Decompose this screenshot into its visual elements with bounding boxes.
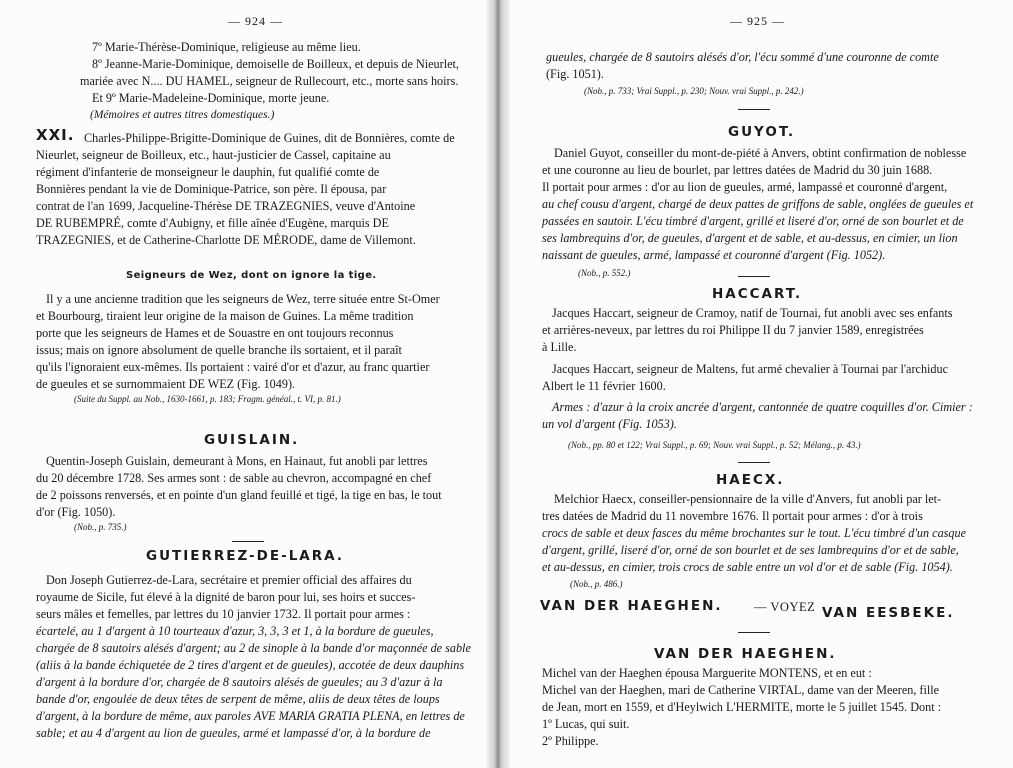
text-line: et une couronne au lieu de bourlet, par lettres datées de Madrid du 30 juin 1688.	[542, 163, 933, 177]
section-heading: GUTIERREZ-DE-LARA.	[146, 548, 344, 564]
text-line: issus; mais on ignore absolument de quelle branche ils sortaient, et il paraît	[36, 343, 402, 357]
text-line: 7º Marie-Thérèse-Dominique, religieuse au même lieu.	[92, 40, 361, 54]
text-line: tres datées de Madrid du 11 novembre 1676. Il portait pour armes : d'or à trois	[542, 509, 923, 523]
text-line: crocs de sable et deux fasces du même brochantes sur le tout. L'écu timbré d'un casque	[542, 526, 967, 540]
text-line: Nieurlet, seigneur de Boilleux, etc., haut-justicier de Cassel, capitaine au	[36, 148, 391, 162]
text-line: Melchior Haecx, conseiller-pensionnaire de la ville d'Anvers, fut anobli par let-	[554, 492, 942, 506]
section-heading: HAECX.	[716, 472, 785, 488]
text-line: Don Joseph Gutierrez-de-Lara, secrétaire et premier official des affaires du	[46, 573, 412, 587]
text-line: TRAZEGNIES, et de Catherine-Charlotte DE MÉRODE, dame de Villemont.	[36, 233, 416, 247]
text-line: royaume de Sicile, fut élevé à la dignité de baron pour lui, ses hoirs et succes-	[36, 590, 416, 604]
text-line: Il portait pour armes : d'or au lion de gueules, armé, lampassé et couronné d'argent,	[542, 180, 948, 194]
text-line: et au-dessus, en cimier, trois crocs de sable entre un vol d'or et de sable (Fig. 1054).	[542, 560, 953, 574]
text-line: Il y a une ancienne tradition que les seigneurs de Wez, terre située entre St-Omer	[46, 292, 440, 306]
text-line: sable; et au 4 d'argent au lion de gueules, armé et lampassé d'or, à la bordure de	[36, 726, 431, 740]
source-reference: (Nob., pp. 80 et 122; Vrai Suppl., p. 69; Nouv. vrai Suppl., p. 52; Mélang., p. 43.)	[568, 440, 861, 450]
text-line: (aliis à la bande échiquetée de 2 tires d'argent et de gueules), accotée de deux dauphins	[36, 658, 465, 672]
text-line: d'argent, à la bordure de même, aux paroles AVE MARIA GRATIA PLENA, en lettres de	[36, 709, 465, 723]
text-line: seurs mâles et femelles, par lettres du 10 janvier 1732. Il portait pour armes :	[36, 607, 411, 621]
text-line: ses lambrequins d'or, de gueules, d'argent et de sable, et au-dessus, en cimier, un lion	[542, 231, 958, 245]
text-line: un vol d'argent (Fig. 1053).	[542, 417, 677, 431]
text-line: naissant de gueules, armé, lampassé et couronné d'argent (Fig. 1052).	[542, 248, 886, 262]
cross-reference-label: — VOYEZ	[754, 600, 816, 614]
text-line: Michel van der Haeghen épousa Marguerite MONTENS, et en eut :	[542, 666, 872, 680]
divider	[738, 462, 770, 463]
divider	[738, 109, 770, 110]
text-line: Armes : d'azur à la croix ancrée d'argent, cantonnée de quatre coquilles d'or. Cimier :	[552, 400, 973, 414]
text-line: 8º Jeanne-Marie-Dominique, demoiselle de Boilleux, et depuis de Nieurlet,	[92, 57, 459, 71]
text-line: chargée de 8 sautoirs alésés d'argent; au 2 de sinople à la bande d'or maçonnée de sable	[36, 641, 471, 655]
section-heading: GUISLAIN.	[204, 432, 300, 448]
source-reference: (Nob., p. 735.)	[74, 522, 127, 532]
text-line: contrat de l'an 1699, Jacqueline-Thérèse DE TRAZEGNIES, veuve d'Antoine	[36, 199, 416, 213]
source-reference: (Suite du Suppl. au Nob., 1630-1661, p. 183; Fragm. généal., t. VI, p. 81.)	[74, 394, 341, 404]
source-reference: (Nob., p. 486.)	[570, 579, 623, 589]
text-line: porte que les seigneurs de Hames et de Souastre en ont toujours reconnus	[36, 326, 394, 340]
text-line: qu'ils l'ignoraient eux-mêmes. Ils portaient : vairé d'or et d'azur, au franc quartier	[36, 360, 430, 374]
left-page	[0, 0, 496, 768]
text-line: Quentin-Joseph Guislain, demeurant à Mons, en Hainaut, fut anobli par lettres	[46, 454, 428, 468]
source-reference: (Nob., p. 552.)	[578, 268, 631, 278]
section-numeral: XXI.	[36, 126, 75, 144]
section-heading: HACCART.	[712, 286, 803, 302]
cross-reference-name: VAN DER HAEGHEN.	[540, 598, 723, 614]
divider	[738, 276, 770, 277]
text-line: d'argent à la bordure d'or, chargée de 8 sautoirs alésés de gueules; au 3 d'azur à la	[36, 675, 443, 689]
text-line: Et 9º Marie-Madeleine-Dominique, morte jeune.	[92, 91, 330, 105]
divider	[738, 632, 770, 633]
text-line: gueules, chargée de 8 sautoirs alésés d'or, l'écu sommé d'une couronne de comte	[546, 50, 939, 64]
text-line: 2º Philippe.	[542, 734, 599, 748]
text-line: passées en sautoir. L'écu timbré d'argent, grillé et liseré d'or, orné de son bourlet et de	[542, 214, 964, 228]
section-heading: GUYOT.	[728, 124, 796, 140]
section-heading: VAN DER HAEGHEN.	[654, 646, 837, 662]
text-line: mariée avec N.... DU HAMEL, seigneur de Rullecourt, etc., morte sans hoirs.	[80, 74, 459, 88]
text-line: régiment d'infanterie de monseigneur le dauphin, fut qualifié comte de	[36, 165, 380, 179]
text-line: Michel van der Haeghen, mari de Catherine VIRTAL, dame van der Meeren, fille	[542, 683, 940, 697]
text-line: Daniel Guyot, conseiller du mont-de-piété à Anvers, obtint confirmation de noblesse	[554, 146, 967, 160]
text-line: au chef cousu d'argent, chargé de deux pattes de griffons de sable, onglées de gueules et	[542, 197, 974, 211]
text-line: Bonnières pendant la vie de Dominique-Patrice, son père. Il épousa, par	[36, 182, 387, 196]
text-line: écartelé, au 1 d'argent à 10 tourteaux d'azur, 3, 3, 3 et 1, à la bordure de gueules,	[36, 624, 434, 638]
text-line: d'or (Fig. 1050).	[36, 505, 116, 519]
text-line: à Lille.	[542, 340, 577, 354]
right-page	[506, 0, 1013, 768]
text-line: de 2 poissons renversés, et en pointe d'un gland feuillé et tigé, la tige en bas, le tout	[36, 488, 442, 502]
text-line: Charles-Philippe-Brigitte-Dominique de Guines, dit de Bonnières, comte de	[84, 131, 455, 145]
divider	[232, 541, 264, 542]
text-line: 1º Lucas, qui suit.	[542, 717, 630, 731]
text-line: Albert le 11 février 1600.	[542, 379, 666, 393]
source-reference: (Mémoires et autres titres domestiques.)	[90, 109, 275, 121]
cross-reference-target: VAN EESBEKE.	[822, 605, 955, 621]
text-line: et arrières-neveux, par lettres du roi Philippe II du 7 janvier 1589, enregistrées	[542, 323, 924, 337]
text-line: (Fig. 1051).	[546, 67, 604, 81]
text-line: Jacques Haccart, seigneur de Cramoy, natif de Tournai, fut anobli avec ses enfants	[552, 306, 953, 320]
text-line: Jacques Haccart, seigneur de Maltens, fut armé chevalier à Tournai par l'archiduc	[552, 362, 949, 376]
text-line: et Bourbourg, tiraient leur origine de la maison de Guines. La même tradition	[36, 309, 414, 323]
text-line: bande d'or, engoulée de deux têtes de serpent de même, aliis de deux têtes de loups	[36, 692, 440, 706]
text-line: de Jean, mort en 1559, et d'Heylwich L'HERMITE, morte le 5 juillet 1545. Dont :	[542, 700, 942, 714]
text-line: de gueules et se surnommaient DE WEZ (Fig. 1049).	[36, 377, 296, 391]
text-line: d'argent, grillé, liseré d'or, orné de son bourlet et de ses lambrequins d'or et de sable,	[542, 543, 959, 557]
text-line: DE RUBEMPRÉ, comte d'Aubigny, et fille aînée d'Eugène, marquis DE	[36, 216, 389, 230]
section-heading: Seigneurs de Wez, dont on ignore la tige.	[126, 270, 377, 281]
text-line: du 20 décembre 1728. Ses armes sont : de sable au chevron, accompagné en chef	[36, 471, 432, 485]
page-number-right: — 925 —	[730, 14, 785, 28]
source-reference: (Nob., p. 733; Vrai Suppl., p. 230; Nouv. vrai Suppl., p. 242.)	[584, 86, 804, 96]
page-number-left: — 924 —	[228, 14, 283, 28]
